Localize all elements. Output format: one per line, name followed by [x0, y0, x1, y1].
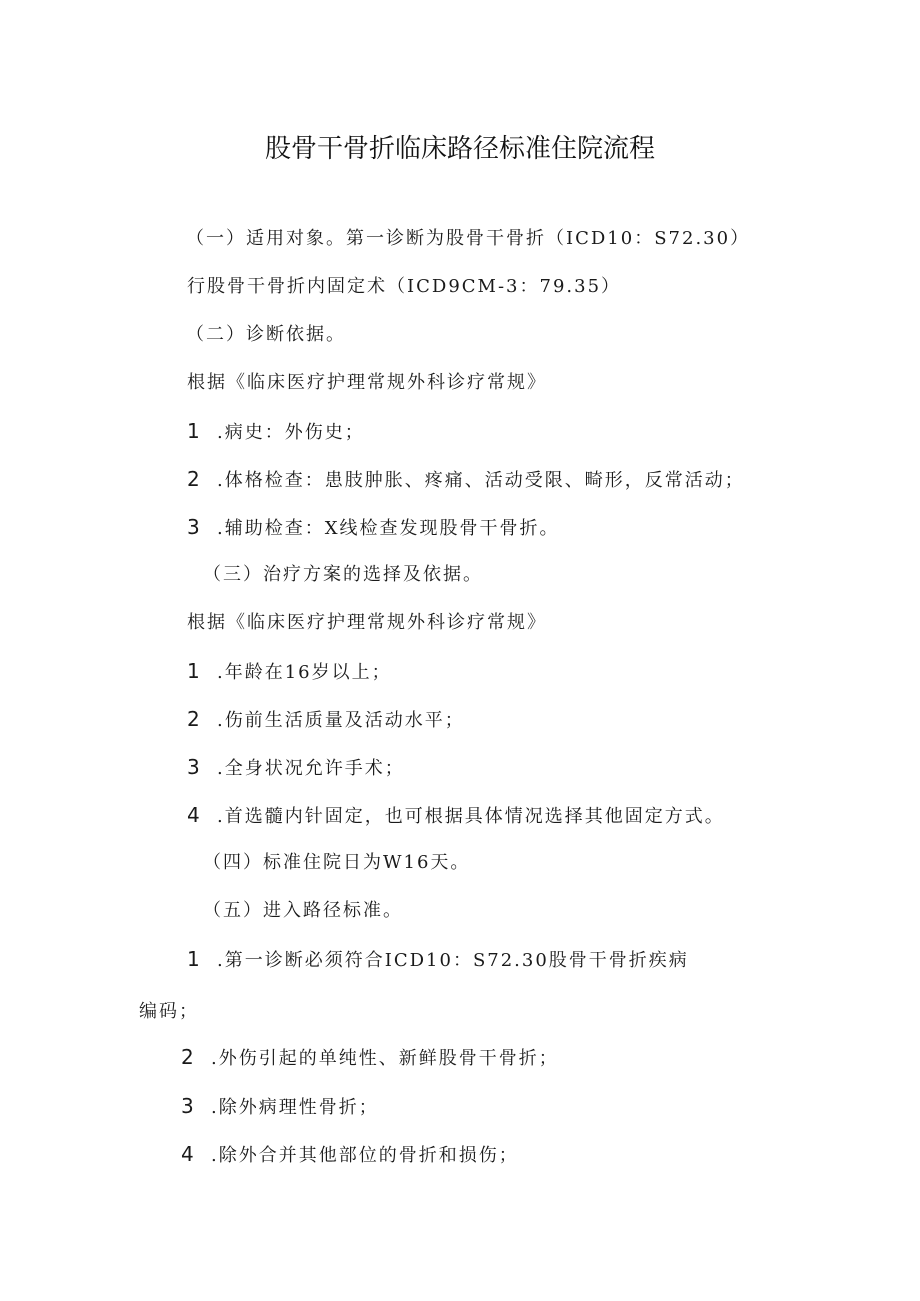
- list-item: [187, 803, 725, 829]
- paragraph-line: [186, 227, 750, 251]
- line-text: .病史：外伤史；: [217, 422, 365, 443]
- list-item: [187, 419, 365, 445]
- line-text: .除外合并其他部位的骨折和损伤；: [211, 1145, 519, 1166]
- list-number: 3: [187, 755, 202, 779]
- document-title: 股骨干骨折临床路径标准住院流程: [264, 134, 655, 164]
- list-item: [181, 1094, 379, 1120]
- line-text: 行股骨干骨折内固定术（ICD9CM-3：79.35）: [187, 276, 622, 297]
- list-item: [187, 467, 745, 493]
- list-number: 2: [187, 707, 202, 731]
- paragraph-line: [186, 323, 346, 347]
- line-text: 根据《临床医疗护理常规外科诊疗常规》: [187, 612, 547, 633]
- line-text: （二）诊断依据。: [186, 324, 346, 345]
- list-item: [181, 1045, 559, 1071]
- list-item: [187, 947, 689, 973]
- line-text: 编码；: [139, 1001, 199, 1022]
- list-number: 1: [187, 419, 202, 443]
- list-item: [187, 707, 465, 733]
- line-text: .首选髓内针固定，也可根据具体情况选择其他固定方式。: [217, 806, 725, 827]
- line-text: .除外病理性骨折；: [211, 1097, 379, 1118]
- line-text: .体格检查：患肢肿胀、疼痛、活动受限、畸形，反常活动；: [217, 470, 745, 491]
- paragraph-line: [187, 371, 547, 395]
- paragraph-line: [203, 899, 403, 923]
- paragraph-line: [187, 611, 547, 635]
- list-number: 3: [187, 515, 202, 539]
- line-text: .辅助检查：X线检查发现股骨干骨折。: [217, 518, 560, 539]
- line-text: （四）标准住院日为W16天。: [203, 852, 471, 873]
- list-number: 2: [187, 467, 202, 491]
- paragraph-line: [203, 563, 483, 587]
- line-text: （五）进入路径标准。: [203, 900, 403, 921]
- list-number: 2: [181, 1045, 196, 1069]
- line-text: .年龄在16岁以上；: [217, 662, 392, 683]
- list-number: 4: [187, 803, 202, 827]
- paragraph-line: [139, 1000, 199, 1024]
- list-item: [187, 515, 560, 541]
- paragraph-line: [187, 275, 621, 299]
- list-item: [181, 1142, 519, 1168]
- list-number: 1: [187, 947, 202, 971]
- list-number: 1: [187, 659, 202, 683]
- line-text: （三）治疗方案的选择及依据。: [203, 564, 483, 585]
- paragraph-line: [203, 851, 470, 875]
- list-item: [187, 755, 405, 781]
- list-item: [187, 659, 392, 685]
- line-text: .伤前生活质量及活动水平；: [217, 710, 465, 731]
- line-text: .全身状况允许手术；: [217, 758, 405, 779]
- line-text: （一）适用对象。第一诊断为股骨干骨折（ICD10：S72.30）: [186, 228, 751, 249]
- list-number: 3: [181, 1094, 196, 1118]
- line-text: .外伤引起的单纯性、新鲜股骨干骨折；: [211, 1048, 559, 1069]
- line-text: 根据《临床医疗护理常规外科诊疗常规》: [187, 372, 547, 393]
- line-text: .第一诊断必须符合ICD10：S72.30股骨干骨折疾病: [217, 950, 689, 971]
- list-number: 4: [181, 1142, 196, 1166]
